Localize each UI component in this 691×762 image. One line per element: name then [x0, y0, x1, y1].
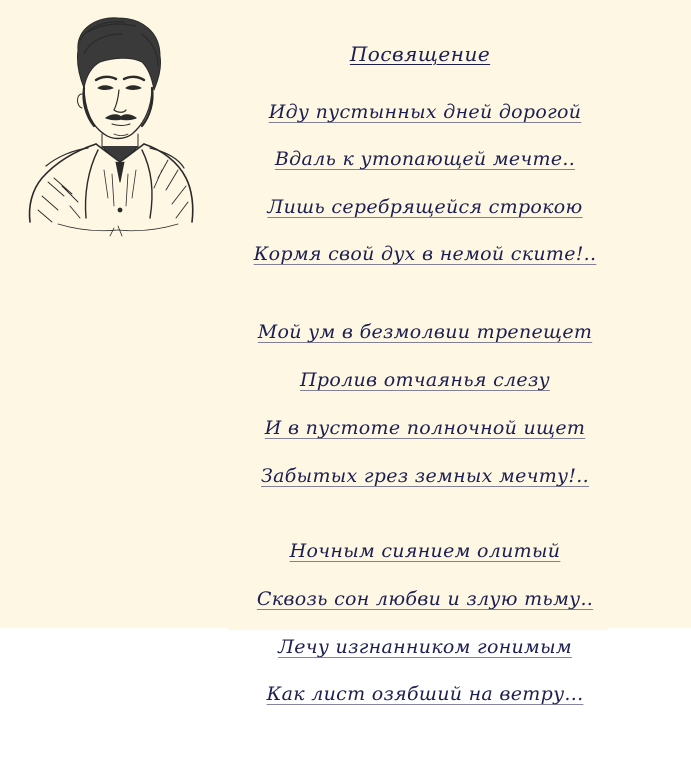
poem-line: Забытых грез земных мечту!.. [261, 465, 589, 487]
poem-line: Лишь серебрящейся строкою [267, 196, 583, 218]
poem-line: Кормя свой дух в немой ските!.. [253, 243, 597, 265]
poem-line: Как лист озябший на ветру... [266, 683, 584, 705]
poem-title: Посвящение [349, 42, 491, 66]
poem-line: Сквозь сон любви и злую тьму.. [256, 588, 594, 610]
poem-line: Мой ум в безмолвии трепещет [257, 321, 593, 343]
poem-line: И в пустоте полночной ищет [264, 417, 586, 439]
poem-line: Иду пустынных дней дорогой [268, 101, 582, 123]
portrait-sketch-illustration [18, 10, 198, 240]
poem-line: Пролив отчаянья слезу [300, 369, 550, 391]
poem-line: Лечу изгнанником гонимым [278, 636, 572, 658]
cream-background-notch [228, 618, 608, 630]
poem-line: Ночным сиянием олитый [289, 540, 561, 562]
poem-line: Вдаль к утопающей мечте.. [274, 148, 576, 170]
